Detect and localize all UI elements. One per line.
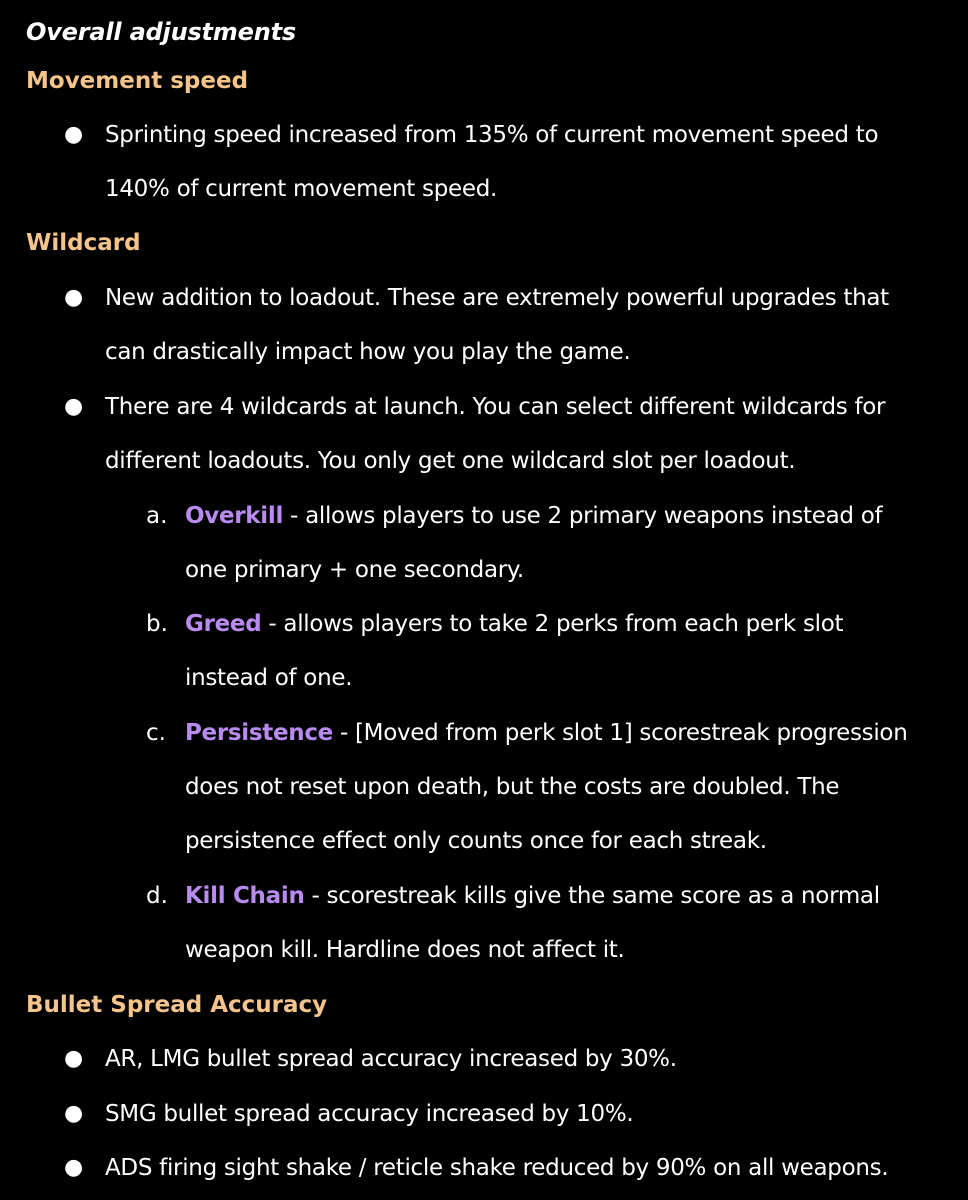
- list-item-text: New addition to loadout. These are extremely powerful upgrades that can drastically impact how you play the game.: [105, 285, 889, 365]
- sub-list-item-kill-chain: [146, 869, 956, 977]
- list-item-text: AR, LMG bullet spread accuracy increased by 30%.: [105, 1046, 677, 1072]
- section-heading-bullet-spread-accuracy: Bullet Spread Accuracy: [26, 992, 328, 1018]
- list-item: [64, 1141, 954, 1195]
- sub-list-item-text: Overkill - allows players to use 2 primary weapons instead of one primary + one secondary.: [185, 503, 883, 583]
- sub-list-item-text: Kill Chain - scorestreak kills give the same score as a normal weapon kill. Hardline does not affect it.: [185, 883, 880, 963]
- sub-list-item-text: Persistence - [Moved from perk slot 1] scorestreak progression does not reset upon death, but the costs are doubled. The persistence effect only counts once for each streak.: [185, 720, 908, 854]
- wildcard-term: Greed: [185, 611, 262, 637]
- list-item: [64, 1087, 954, 1141]
- wildcard-term: Overkill: [185, 503, 284, 529]
- list-item-text: There are 4 wildcards at launch. You can select different wildcards for different loadouts. You only get one wildcard slot per loadout.: [105, 394, 886, 474]
- bullet-dot-icon: ●: [64, 122, 84, 147]
- section-heading-movement-speed: Movement speed: [26, 68, 249, 94]
- sub-list-marker: c.: [146, 720, 166, 746]
- list-item: [64, 380, 954, 488]
- list-item: [64, 271, 954, 379]
- list-item: [64, 1032, 954, 1086]
- wildcard-term: Persistence: [185, 720, 333, 746]
- section-heading-wildcard: Wildcard: [26, 230, 141, 256]
- bullet-dot-icon: ●: [64, 394, 84, 419]
- list-item-text: ADS firing sight shake / reticle shake reduced by 90% on all weapons.: [105, 1155, 889, 1181]
- sub-list-marker: b.: [146, 611, 168, 637]
- list-item: [64, 108, 954, 216]
- sub-list-item-overkill: [146, 489, 956, 597]
- document-title: Overall adjustments: [26, 18, 296, 46]
- sub-list-item-text: Greed - allows players to take 2 perks from each perk slot instead of one.: [185, 611, 844, 691]
- sub-list-marker: d.: [146, 883, 168, 909]
- bullet-dot-icon: ●: [64, 285, 84, 310]
- bullet-dot-icon: ●: [64, 1046, 84, 1071]
- wildcard-term: Kill Chain: [185, 883, 305, 909]
- list-item-text: SMG bullet spread accuracy increased by 10%.: [105, 1101, 634, 1127]
- sub-list-item-greed: [146, 597, 956, 705]
- sub-list-item-persistence: [146, 706, 956, 868]
- sub-list-marker: a.: [146, 503, 168, 529]
- bullet-dot-icon: ●: [64, 1155, 84, 1180]
- list-item-text: Sprinting speed increased from 135% of current movement speed to 140% of current movement speed.: [105, 122, 879, 202]
- bullet-dot-icon: ●: [64, 1101, 84, 1126]
